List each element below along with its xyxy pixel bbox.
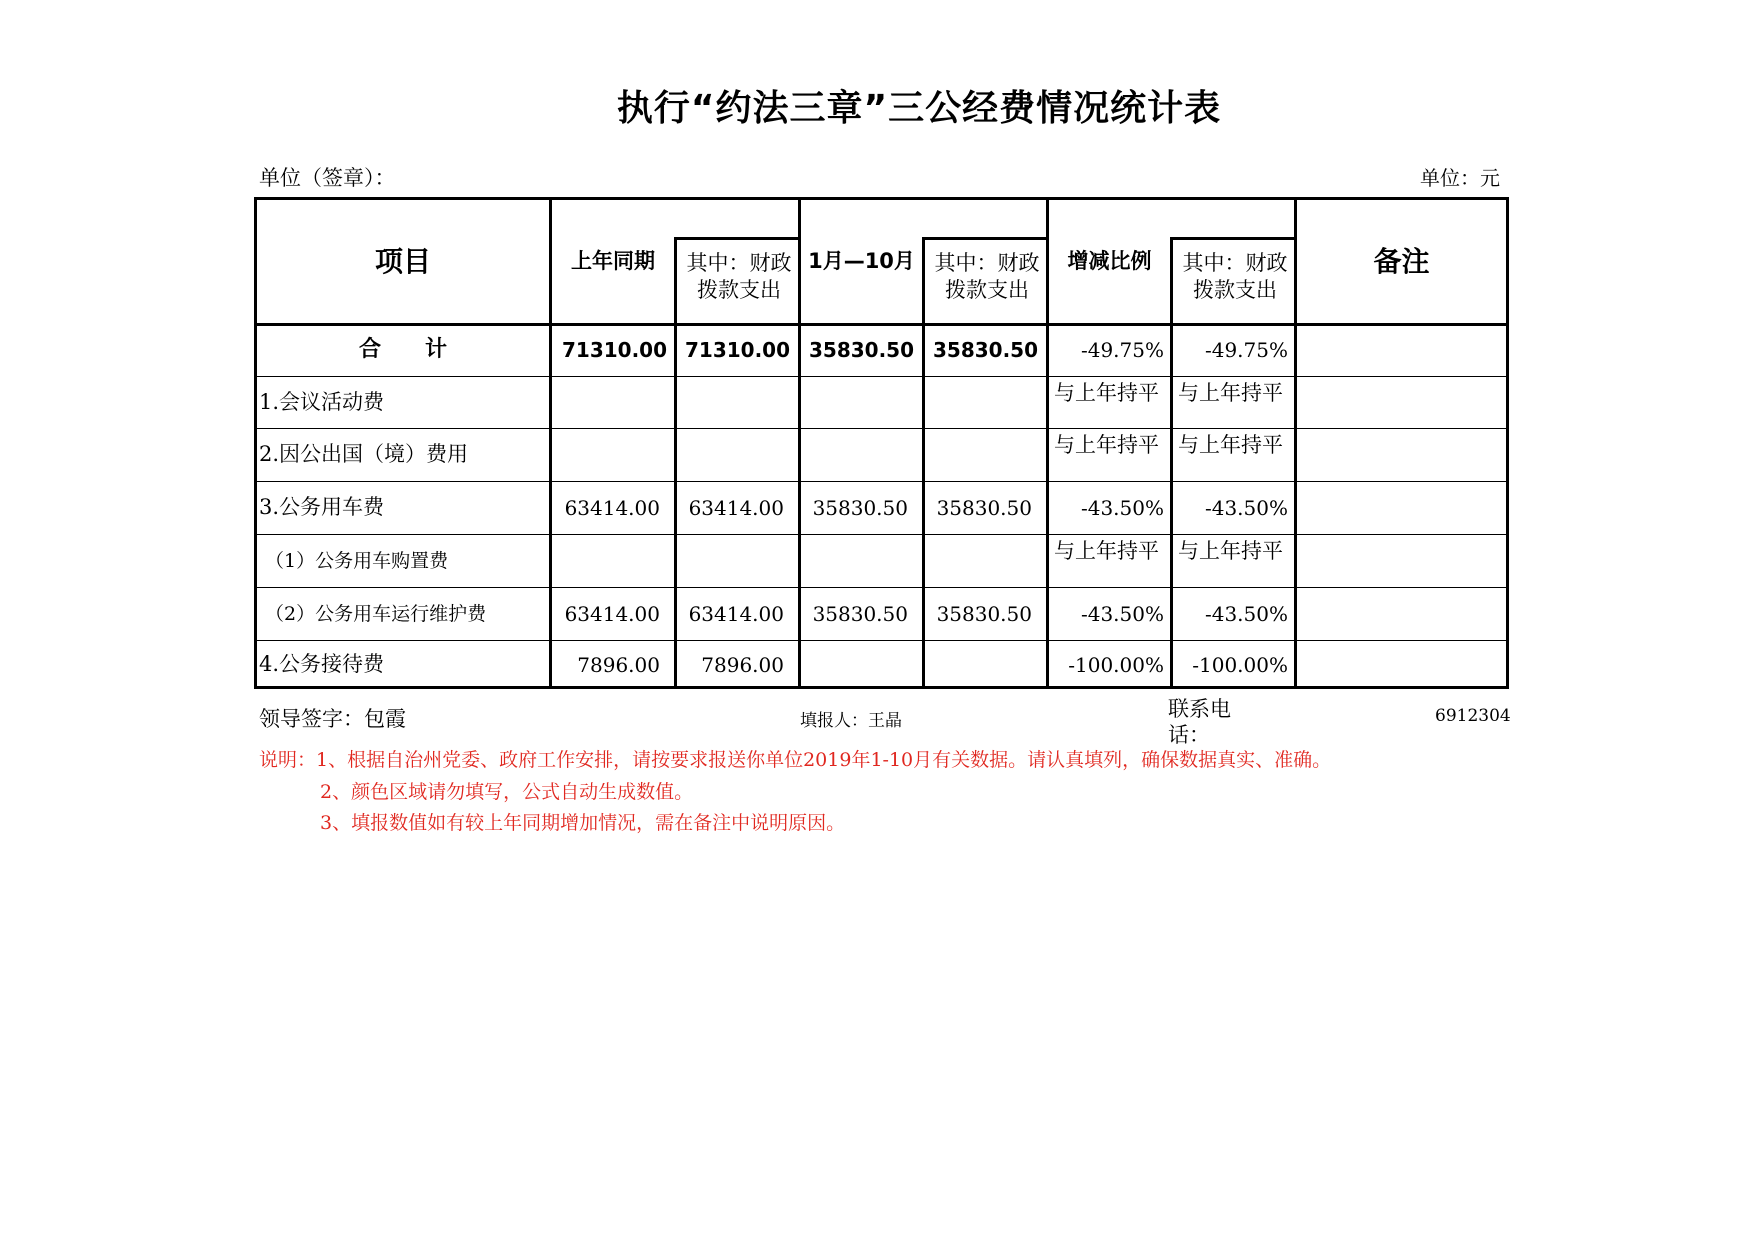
row-name: 4.公务接待费: [259, 652, 385, 677]
cell-value: -43.50%: [1080, 602, 1164, 626]
note-line: 2、颜色区域请勿填写，公式自动生成数值。: [320, 781, 694, 803]
cell-value: 与上年持平: [1054, 381, 1159, 405]
cell-value: 63414.00: [564, 496, 660, 520]
leader-signature: 领导签字：包霞: [259, 707, 406, 731]
cell-value: 71310.00: [685, 338, 791, 362]
cell-value: 35830.50: [936, 602, 1032, 626]
row-name: 2.因公出国（境）费用: [259, 442, 469, 467]
header-cur-fiscal: 其中：财政拨款支出: [934, 251, 1040, 302]
cell-value: -49.75%: [1204, 338, 1288, 362]
row-name: （2）公务用车运行维护费: [265, 602, 487, 625]
cell-value: 63414.00: [688, 496, 784, 520]
expense-table: [254, 197, 1509, 689]
cell-value: 63414.00: [688, 602, 784, 626]
cell-value: -43.50%: [1204, 496, 1288, 520]
cell-value: 与上年持平: [1178, 381, 1283, 405]
cell-value: 35830.50: [809, 338, 915, 362]
cell-value: 35830.50: [812, 602, 908, 626]
header-remark: 备注: [1373, 244, 1430, 278]
cell-value: 与上年持平: [1178, 539, 1283, 563]
currency-unit-label: 单位：元: [1420, 166, 1500, 190]
cell-value: -49.75%: [1080, 338, 1164, 362]
row-total-name: 合 计: [358, 336, 447, 362]
cell-value: 7896.00: [577, 653, 660, 677]
cell-value: 与上年持平: [1178, 433, 1283, 457]
cell-value: 63414.00: [564, 602, 660, 626]
unit-seal-label: 单位（签章）：: [259, 166, 396, 190]
cell-value: -43.50%: [1080, 496, 1164, 520]
cell-value: -43.50%: [1204, 602, 1288, 626]
cell-value: 7896.00: [701, 653, 784, 677]
page-title: 执行“约法三章”三公经费情况统计表: [616, 88, 1222, 129]
cell-value: -100.00%: [1192, 653, 1288, 677]
cell-value: -100.00%: [1068, 653, 1164, 677]
phone-number: 6912304: [1435, 706, 1511, 726]
cell-value: 35830.50: [933, 338, 1039, 362]
header-ratio-fiscal: 其中：财政拨款支出: [1182, 251, 1288, 302]
header-current: 1月—10月: [808, 248, 915, 273]
cell-value: 与上年持平: [1054, 433, 1159, 457]
header-prev-fiscal: 其中：财政拨款支出: [686, 251, 792, 302]
header-ratio: 增减比例: [1067, 248, 1152, 273]
phone-label: 联系电话：: [1168, 697, 1231, 747]
cell-value: 与上年持平: [1054, 539, 1159, 563]
note-line: 3、填报数值如有较上年同期增加情况，需在备注中说明原因。: [320, 812, 846, 834]
filler-name: 填报人：王晶: [800, 711, 902, 731]
row-name: 3.公务用车费: [259, 495, 385, 520]
header-item: 项目: [374, 244, 431, 278]
note-line: 说明：1、根据自治州党委、政府工作安排，请按要求报送你单位2019年1-10月有关数据。请认真填列，确保数据真实、准确。: [259, 749, 1332, 771]
cell-value: 35830.50: [812, 496, 908, 520]
header-prev-year: 上年同期: [571, 248, 655, 273]
row-name: 1.会议活动费: [259, 389, 385, 414]
cell-value: 35830.50: [936, 496, 1032, 520]
row-name: （1）公务用车购置费: [265, 549, 449, 572]
cell-value: 71310.00: [562, 338, 668, 362]
